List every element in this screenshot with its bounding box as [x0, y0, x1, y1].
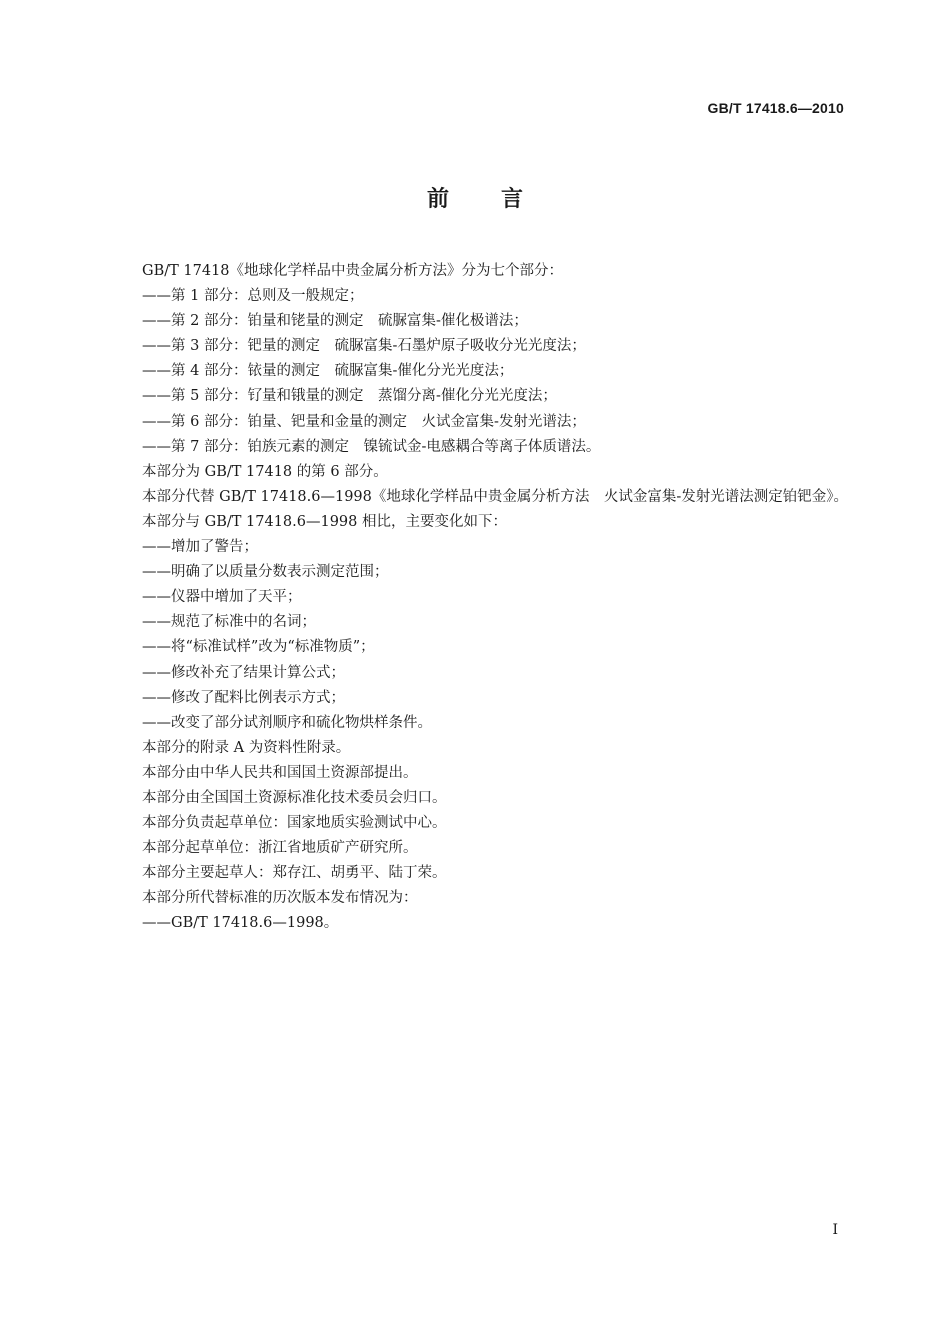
paragraph: 本部分由全国国土资源标准化技术委员会归口。: [142, 789, 447, 806]
list-item: ——第 1 部分：总则及一般规定；: [142, 288, 364, 305]
list-item: ——将“标准试样”改为“标准物质”；: [142, 639, 375, 656]
foreword-body: [108, 259, 858, 937]
list-item: ——增加了警告；: [142, 539, 258, 556]
standard-code: GB/T 17418.6—2010: [707, 100, 844, 116]
list-item: ——第 6 部分：铂量、钯量和金量的测定 火试金富集-发射光谱法；: [142, 413, 586, 430]
paragraph: 本部分所代替标准的历次版本发布情况为：: [142, 890, 418, 907]
paragraph: 本部分与 GB/T 17418.6—1998 相比，主要变化如下：: [142, 513, 507, 530]
list-item: ——GB/T 17418.6—1998。: [142, 915, 339, 932]
paragraph: 本部分的附录 A 为资料性附录。: [142, 739, 351, 756]
paragraph: GB/T 17418《地球化学样品中贵金属分析方法》分为七个部分：: [142, 263, 564, 279]
list-item: ——改变了部分试剂顺序和硫化物烘样条件。: [142, 714, 432, 731]
page-number: I: [832, 1222, 838, 1238]
paragraph: 本部分主要起草人：郑存江、胡勇平、陆丁荣。: [142, 865, 447, 882]
paragraph: 本部分由中华人民共和国国土资源部提出。: [142, 764, 418, 781]
list-item: ——第 7 部分：铂族元素的测定 镍锍试金-电感耦合等离子体质谱法。: [142, 438, 601, 455]
list-item: ——规范了标准中的名词；: [142, 614, 316, 631]
paragraph: 本部分起草单位：浙江省地质矿产研究所。: [142, 840, 418, 857]
list-item: ——修改了配料比例表示方式；: [142, 689, 345, 706]
list-item: ——第 4 部分：铱量的测定 硫脲富集-催化分光光度法；: [142, 363, 514, 380]
list-item: ——修改补充了结果计算公式；: [142, 664, 345, 681]
list-item: ——第 3 部分：钯量的测定 硫脲富集-石墨炉原子吸收分光光度法；: [142, 338, 586, 355]
paragraph: 本部分代替 GB/T 17418.6—1998《地球化学样品中贵金属分析方法 火试金富集-发射光谱法测定铂钯金》。: [142, 488, 849, 505]
paragraph: 本部分为 GB/T 17418 的第 6 部分。: [142, 463, 388, 480]
paragraph: 本部分负责起草单位：国家地质实验测试中心。: [142, 815, 447, 832]
list-item: ——仪器中增加了天平；: [142, 589, 302, 606]
list-item: ——明确了以质量分数表示测定范围；: [142, 564, 389, 581]
list-item: ——第 5 部分：钌量和锇量的测定 蒸馏分离-催化分光光度法；: [142, 388, 557, 405]
list-item: ——第 2 部分：铂量和铑量的测定 硫脲富集-催化极谱法；: [142, 313, 528, 330]
page-title: 前言: [426, 187, 575, 212]
